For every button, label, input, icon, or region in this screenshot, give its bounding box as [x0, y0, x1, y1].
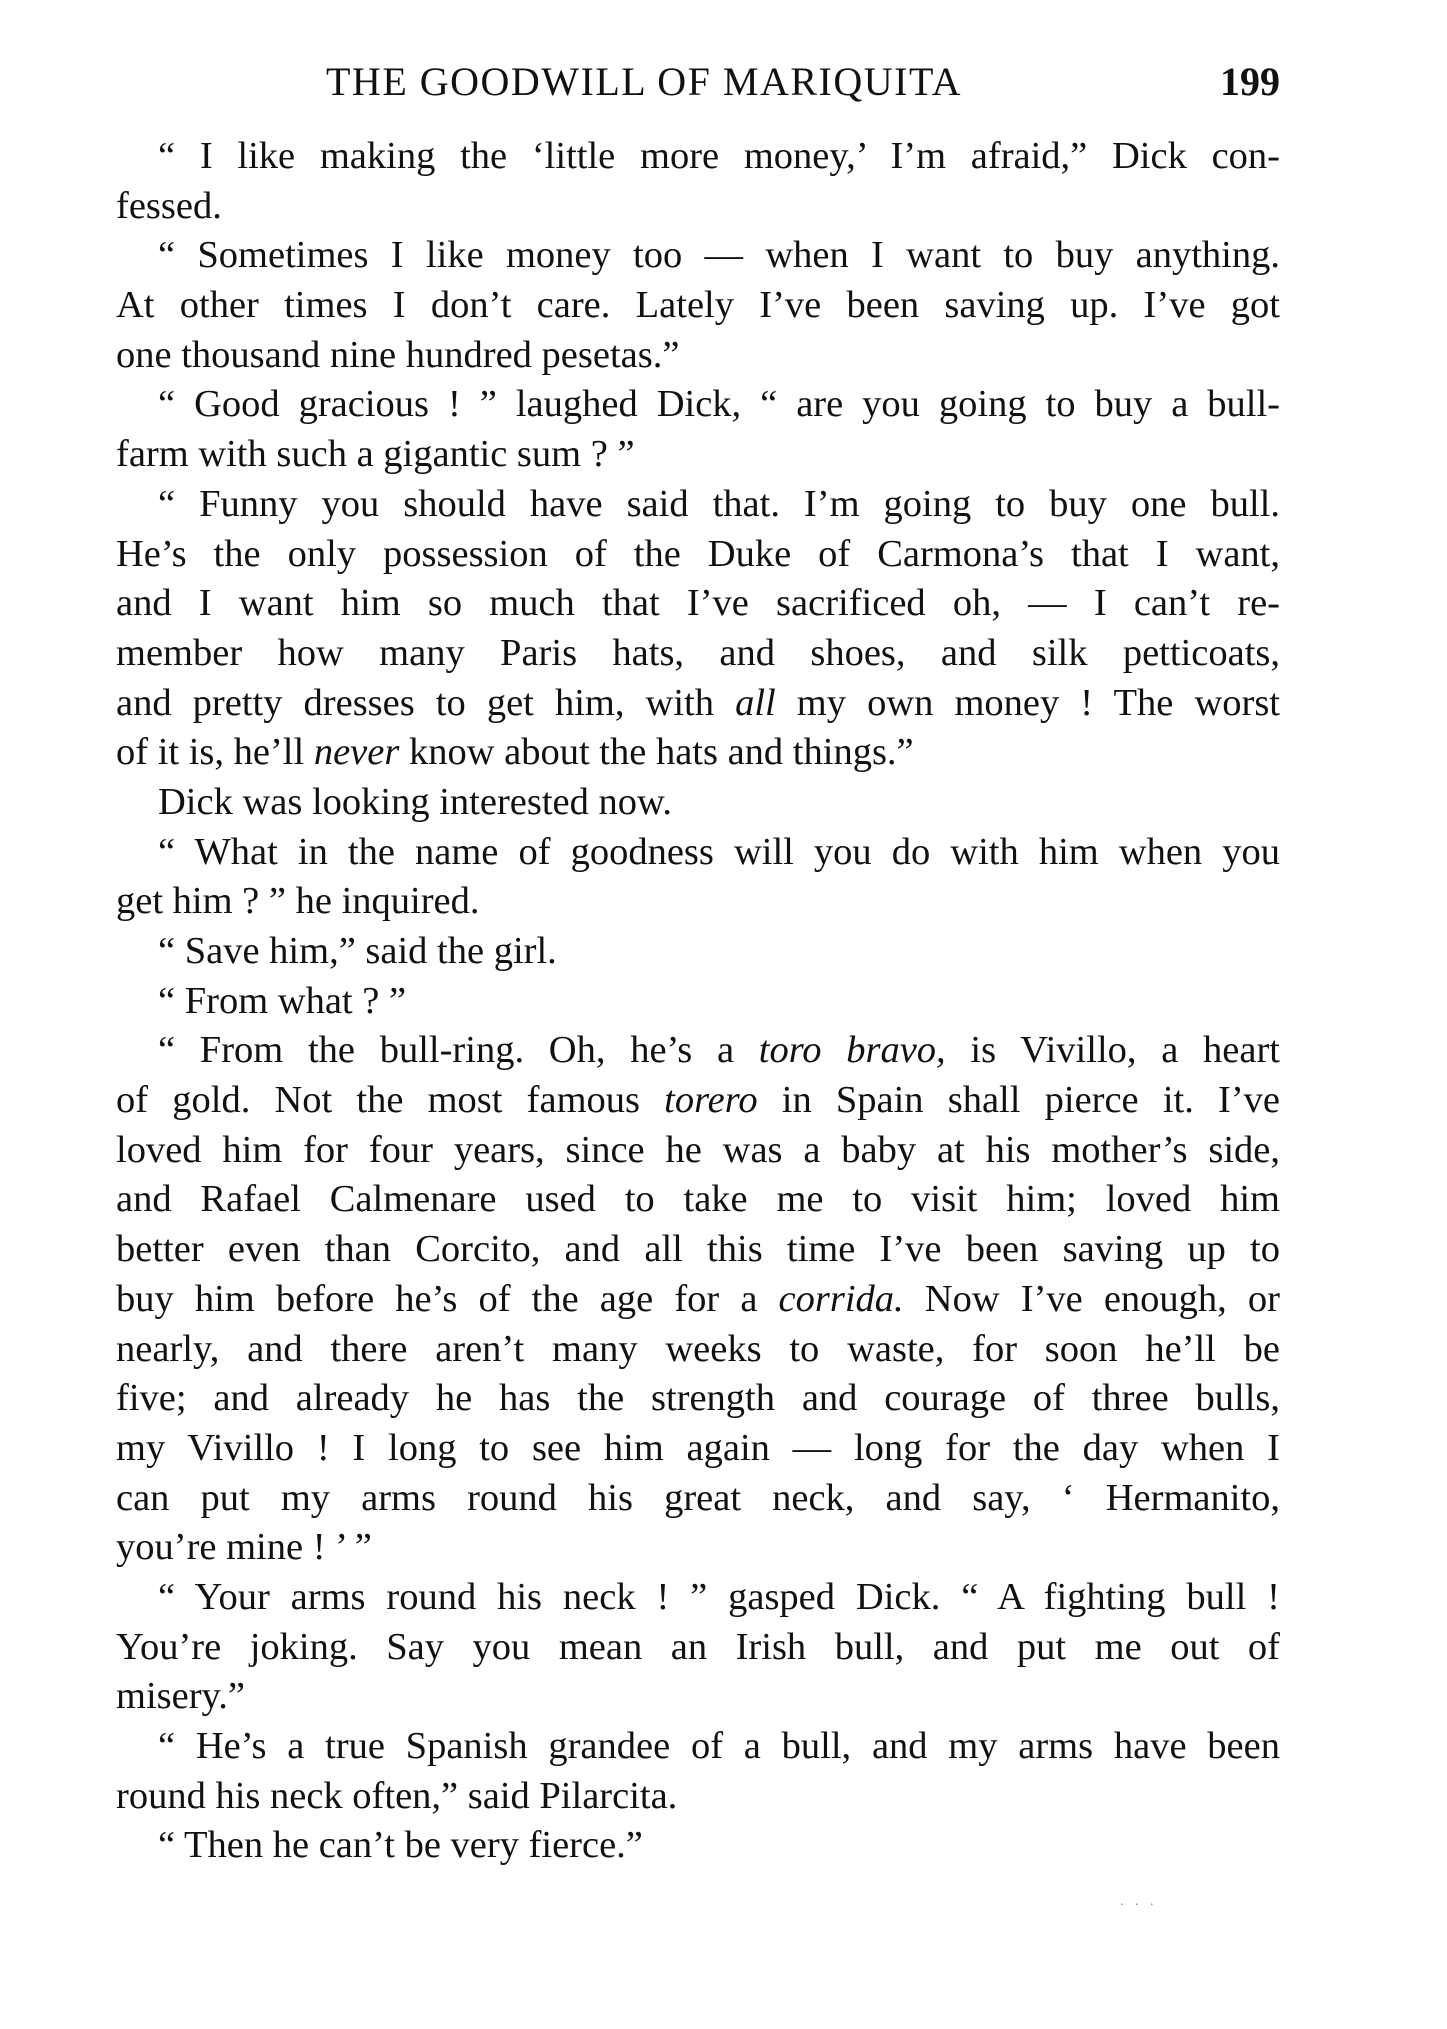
text-line: “ Save him,” said the girl. — [158, 930, 557, 972]
text-line: “ Good gracious ! ” laughed Dick, “ are you going to buy a bull- — [158, 383, 1280, 426]
text-line: farm with such a gigantic sum ? ” — [116, 433, 635, 476]
text-line: and pretty dresses to get him, with all my own money ! The worst — [116, 681, 1280, 724]
text-line: You’re joking. Say you mean an Irish bull, and put me out of — [116, 1625, 1280, 1668]
text-line: you’re mine ! ’ ” — [116, 1526, 372, 1569]
text-line: five; and already he has the strength and courage of three bulls, — [116, 1377, 1280, 1420]
body-text — [116, 132, 1280, 1871]
text-line: “ I like making the ‘little more money,’ I’m afraid,” Dick con- — [158, 135, 1280, 177]
text-line: “ Sometimes I like money too — when I want to buy anything. — [158, 234, 1280, 277]
text-line: member how many Paris hats, and shoes, and silk petticoats, — [116, 631, 1280, 674]
text-line: “ What in the name of goodness will you do with him when you — [158, 830, 1280, 873]
text-line: “ From what ? ” — [158, 979, 407, 1022]
text-line: round his neck often,” said Pilarcita. — [116, 1774, 678, 1817]
page-number: 199 — [1220, 59, 1280, 104]
text-line: loved him for four years, since he was a baby at his mother’s side, — [116, 1128, 1280, 1171]
text-line: and I want him so much that I’ve sacrificed oh, — I can’t re- — [116, 582, 1280, 625]
text-line: misery.” — [116, 1675, 245, 1718]
text-line: He’s the only possession of the Duke of Carmona’s that I want, — [116, 532, 1280, 575]
margin-speck: . . . — [1120, 1894, 1158, 1909]
text-line: of gold. Not the most famous torero in Spain shall pierce it. I’ve — [116, 1079, 1280, 1122]
text-line: of it is, he’ll never know about the hats and things.” — [116, 731, 914, 774]
text-line: buy him before he’s of the age for a corrida. Now I’ve enough, or — [116, 1277, 1280, 1320]
text-line: one thousand nine hundred pesetas.” — [116, 333, 680, 376]
text-line: “ He’s a true Spanish grandee of a bull, and my arms have been — [158, 1725, 1280, 1767]
running-title: THE GOODWILL OF MARIQUITA — [326, 59, 963, 104]
running-head — [116, 58, 1280, 108]
text-line: nearly, and there aren’t many weeks to waste, for soon he’ll be — [116, 1327, 1280, 1370]
text-line: and Rafael Calmenare used to take me to visit him; loved him — [116, 1178, 1280, 1221]
text-line: get him ? ” he inquired. — [116, 880, 480, 923]
text-line: “ Funny you should have said that. I’m going to buy one bull. — [158, 482, 1280, 525]
text-line: “ From the bull-ring. Oh, he’s a toro bravo, is Vivillo, a heart — [158, 1029, 1280, 1072]
text-line: “ Then he can’t be very fierce.” — [158, 1824, 643, 1867]
text-line: At other times I don’t care. Lately I’ve been saving up. I’ve got — [116, 284, 1280, 327]
text-line: can put my arms round his great neck, and say, ‘ Hermanito, — [116, 1476, 1280, 1519]
text-line: Dick was looking interested now. — [158, 780, 672, 823]
text-line: fessed. — [116, 184, 222, 227]
text-line: better even than Corcito, and all this time I’ve been saving up to — [116, 1228, 1280, 1271]
text-line: my Vivillo ! I long to see him again — long for the day when I — [116, 1426, 1280, 1469]
text-line: “ Your arms round his neck ! ” gasped Dick. “ A fighting bull ! — [158, 1575, 1280, 1618]
